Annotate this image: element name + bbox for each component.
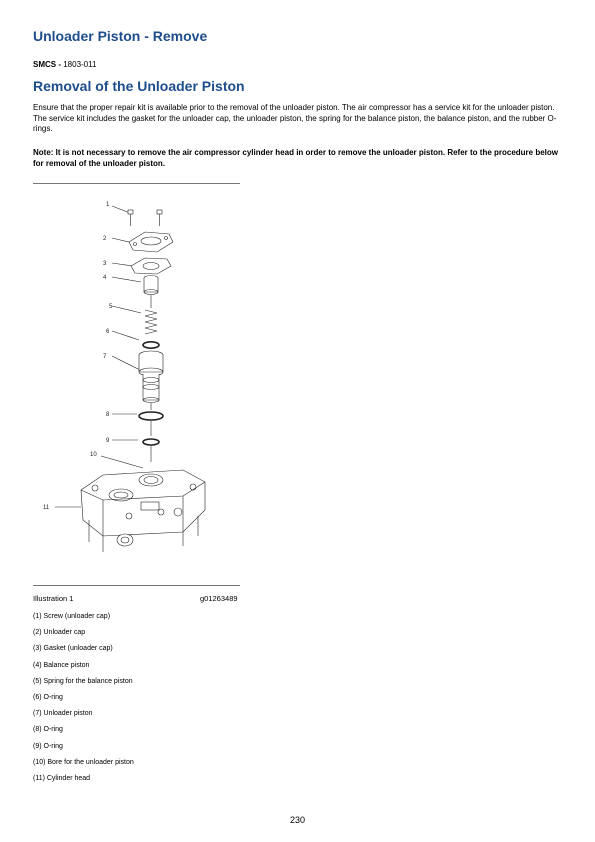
callout-10: 10 [90, 452, 97, 458]
legend-item: (4) Balance piston [33, 661, 90, 669]
smcs-code: 1803-011 [63, 60, 97, 69]
illustration-code: g01263489 [200, 594, 238, 603]
illustration-legend [33, 613, 134, 791]
callout-9: 9 [106, 438, 110, 444]
legend-item: (6) O-ring [33, 693, 63, 701]
note-paragraph: Note: It is not necessary to remove the air compressor cylinder head in order to remove the unloader piston. Refer to the procedure below for removal of the unloader piston. [33, 148, 559, 168]
callout-3: 3 [103, 261, 107, 267]
exploded-view-illustration [33, 190, 240, 575]
illustration-label: Illustration 1 [33, 594, 74, 603]
legend-item: (2) Unloader cap [33, 629, 86, 637]
section-title: Removal of the Unloader Piston [33, 78, 245, 94]
callout-2: 2 [103, 236, 107, 242]
legend-item: (7) Unloader piston [33, 710, 93, 718]
legend-item: (5) Spring for the balance piston [33, 677, 133, 685]
callout-11: 11 [43, 505, 50, 511]
legend-item: (8) O-ring [33, 726, 63, 734]
legend-item: (11) Cylinder head [33, 774, 91, 782]
page-number: 230 [289, 815, 306, 825]
callout-6: 6 [106, 329, 110, 335]
smcs-line [33, 60, 96, 69]
callout-1: 1 [106, 202, 110, 208]
callout-4: 4 [103, 275, 107, 281]
legend-item: (3) Gasket (unloader cap) [33, 645, 113, 653]
legend-item: (10) Bore for the unloader piston [33, 758, 134, 766]
legend-item: (9) O-ring [33, 742, 63, 750]
callout-7: 7 [103, 354, 107, 360]
figure-bottom-rule [33, 585, 240, 586]
page-title: Unloader Piston - Remove [33, 28, 208, 44]
intro-paragraph: Ensure that the proper repair kit is available prior to the removal of the unloader piston. The air compressor has a service kit for the unloader piston. The service kit includes the gasket for the unloader cap, the unloader piston, the spring for the balance piston, the balance piston, and the rubber O-rings. [33, 103, 557, 133]
callout-8: 8 [106, 412, 110, 418]
legend-item: (1) Screw (unloader cap) [33, 613, 111, 620]
callout-5: 5 [109, 304, 113, 310]
exploded-view-drawing [33, 190, 240, 575]
figure-top-rule [33, 183, 240, 184]
smcs-label: SMCS - [33, 60, 61, 69]
callout-numbers [43, 202, 113, 511]
